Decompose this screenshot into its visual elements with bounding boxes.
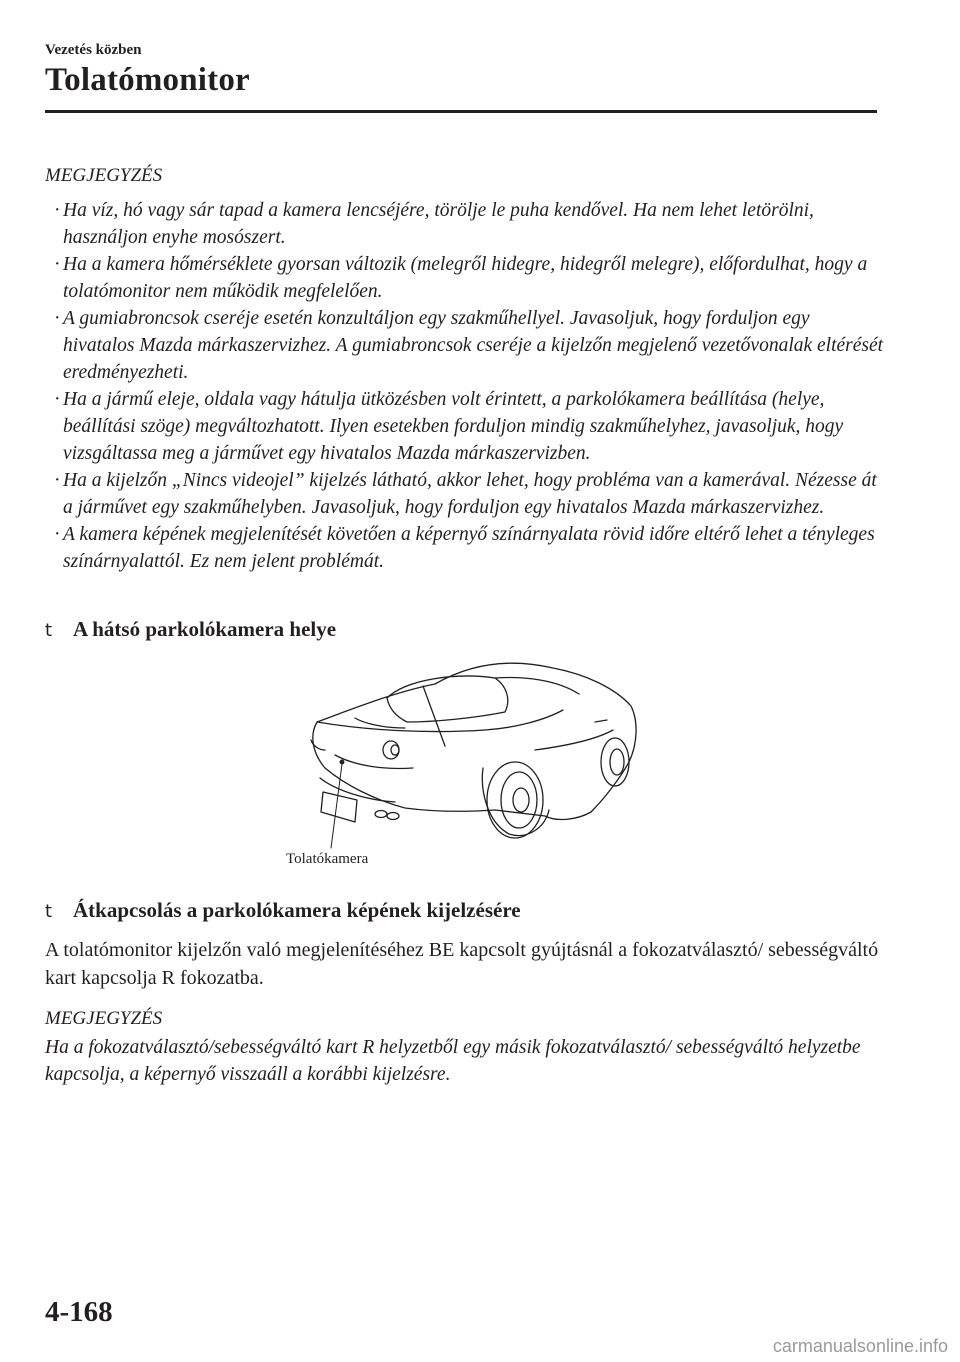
section-marker-icon: t xyxy=(45,901,53,922)
list-item: · A gumiabroncsok cseréje esetén konzultáljon egy szakműhellyel. Javasoljuk, hogy forduljon egy hivatalos Mazda márkaszervizhez. A gumiabroncsok cseréje a kijelzőn megjelenő vezetővonalak eltérését eredményezheti. xyxy=(54,308,884,383)
sub-heading-camera-location: t A hátsó parkolókamera helye xyxy=(45,617,337,641)
list-item: · Ha a kijelzőn „Nincs videojel” kijelzés látható, akkor lehet, hogy probléma van a kamerával. Nézesse át a járművet egy szakműhelyben. Javasoljuk, hogy forduljon egy hivatalos Mazda márkaszervizhez. xyxy=(54,470,877,518)
watermark: carmanualsonline.info xyxy=(772,1336,948,1356)
list-item: · Ha a kamera hőmérséklete gyorsan változik (melegről hidegre, hidegről melegre), előfordulhat, hogy a tolatómonitor nem működik megfelelően. xyxy=(54,254,868,302)
list-item: · Ha víz, hó vagy sár tapad a kamera lencséjére, törölje le puha kendővel. Ha nem lehet letörölni, használjon enyhe mosószert. xyxy=(54,200,814,248)
note-bullet-list xyxy=(45,197,885,575)
list-item: · Ha a jármű eleje, oldala vagy hátulja ütközésben volt érintett, a parkolókamera beállítása (helye, beállítási szöge) megváltozhatott. Ilyen esetekben forduljon mindig szakműhelyhez, javasoljuk, hogy vizsgáltassa meg a járművet egy hivatalos Mazda márkaszervizben. xyxy=(54,389,844,464)
figure-caption: Tolatókamera xyxy=(286,851,369,867)
header-rule xyxy=(45,110,877,113)
note-text: Ha a fokozatválasztó/sebességváltó kart R helyzetből egy másik fokozatválasztó/ sebességváltó helyzetbe kapcsolja, a képernyő visszaáll a korábbi kijelzésre. xyxy=(45,1037,861,1085)
page-number: 4-168 xyxy=(45,1296,113,1328)
list-item: · A kamera képének megjelenítését követően a képernyő színárnyalata rövid időre eltérő lehet a tényleges színárnyalattól. Ez nem jelent problémát. xyxy=(54,524,875,572)
section-marker-icon: t xyxy=(45,620,53,641)
page-title: Tolatómonitor xyxy=(45,62,250,98)
note-label: MEGJEGYZÉS xyxy=(45,1008,163,1029)
section-label: Vezetés közben xyxy=(45,42,142,58)
body-paragraph: A tolatómonitor kijelzőn való megjelenítéséhez BE kapcsolt gyújtásnál a fokozatválasztó/ sebességváltó kart kapcsolja R fokozatba. xyxy=(45,939,879,989)
car-rear-illustration xyxy=(295,650,645,880)
note-label: MEGJEGYZÉS xyxy=(45,165,163,186)
sub-heading-switch-view: t Átkapcsolás a parkolókamera képének kijelzésére xyxy=(45,898,521,922)
